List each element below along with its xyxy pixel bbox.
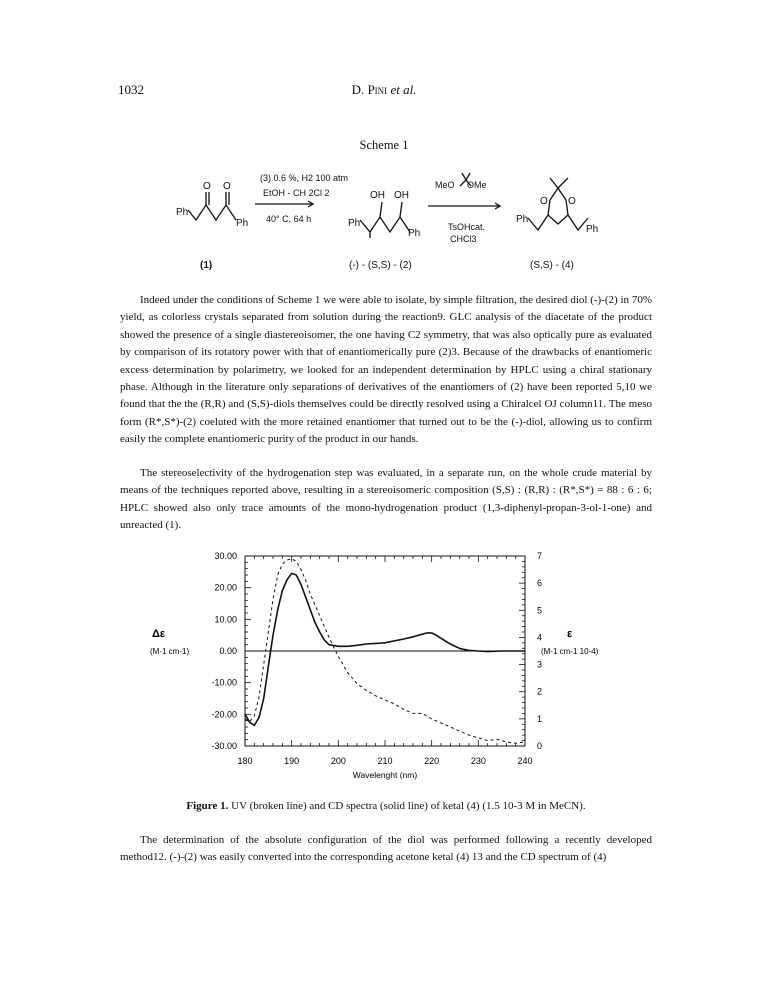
x-tick-label: 210 <box>377 756 393 766</box>
compound-4-label: (S,S) - (4) <box>530 260 574 271</box>
running-title-author: D. Pini <box>351 82 388 97</box>
x-tick-label: 180 <box>237 756 253 766</box>
y-left-tick-label: -20.00 <box>211 709 237 720</box>
y-right-tick-label: 7 <box>537 551 543 561</box>
o-label: O <box>540 196 548 207</box>
y-right-tick-label: 3 <box>537 659 543 670</box>
y-left-axis-label: Δε <box>152 628 166 640</box>
y-left-tick-label: 10.00 <box>214 614 237 625</box>
step1-conditions: 40° C, 64 h <box>266 214 312 224</box>
paragraph-2: The stereoselectivity of the hydrogenation step was evaluated, in a separate run, on the whole crude material by means of the techniques reported above, resulting in a stereoisomeric composition (S,S) : (R,R) : (R*,S*) = 88 : 6 : 6; HPLC showed also only trace amounts of the mono-hydrogenation product (1,3-diphenyl-propan-3-ol-1-one) and unreacted (1). <box>120 467 652 532</box>
x-axis-label: Wavelenght (nm) <box>352 770 418 780</box>
x-tick-label: 200 <box>330 756 346 766</box>
figure-1-chart <box>150 540 610 790</box>
running-title <box>0 82 768 98</box>
figure-caption <box>120 800 652 812</box>
y-left-tick-label: -30.00 <box>211 741 237 751</box>
y-right-tick-label: 0 <box>537 741 543 751</box>
o-label: O <box>203 181 211 192</box>
y-right-tick-label: 4 <box>537 632 543 643</box>
step1-reagents: (3) 0.6 %, H2 100 atm <box>260 173 349 183</box>
y-right-tick-label: 5 <box>537 605 543 616</box>
compound-2-label: (-) - (S,S) - (2) <box>349 260 412 271</box>
ph-label: Ph <box>348 218 361 229</box>
y-left-tick-label: -10.00 <box>211 677 237 688</box>
compound-1-label: (1) <box>200 260 213 271</box>
o-label: O <box>568 196 576 207</box>
x-tick-label: 240 <box>517 756 533 766</box>
ph-label: Ph <box>516 214 529 225</box>
scheme-title: Scheme 1 <box>359 138 409 152</box>
y-left-axis-units: (M-1 cm-1) <box>150 647 190 656</box>
diol-skeleton <box>360 217 410 232</box>
running-title-suffix: et al. <box>390 82 417 97</box>
o-label: O <box>223 181 231 192</box>
ketal-skeleton <box>528 215 588 230</box>
ph-label: Ph <box>408 228 421 239</box>
x-tick-label: 230 <box>470 756 486 766</box>
step2-solvent: CHCl3 <box>450 234 477 244</box>
page-number: 1032 <box>118 82 144 97</box>
ph-label: Ph <box>586 224 599 235</box>
y-right-axis-label: ε <box>567 628 573 640</box>
y-right-tick-label: 6 <box>537 578 543 589</box>
y-right-tick-label: 1 <box>537 713 543 724</box>
step2-reagent: MeO OMe <box>435 180 487 190</box>
x-tick-label: 220 <box>424 756 440 766</box>
oh-label: OH <box>394 190 409 201</box>
y-left-tick-label: 20.00 <box>214 582 237 593</box>
step1-solvent: EtOH - CH 2Cl 2 <box>263 188 330 198</box>
y-right-axis-units: (M-1 cm-1 10-4) <box>541 647 599 656</box>
cd-series-line <box>245 573 525 725</box>
ph-label: Ph <box>236 218 249 229</box>
y-right-tick-label: 2 <box>537 686 543 697</box>
step2-catalyst: TsOHcat. <box>448 222 486 232</box>
caption-text: UV (broken line) and CD spectra (solid line) of ketal (4) (1.5 10-3 M in MeCN). <box>228 800 586 812</box>
paragraph-3: The determination of the absolute configuration of the diol was performed following a recently developed method12. (-)-(2) was easily converted into the corresponding acetone ketal (4) 13 and the CD spectrum of (4) <box>120 834 652 864</box>
y-left-tick-label: 0.00 <box>219 646 237 656</box>
diketone-skeleton <box>188 205 236 220</box>
oh-label: OH <box>370 190 385 201</box>
ph-label: Ph <box>176 207 189 218</box>
y-left-tick-label: 30.00 <box>214 551 237 561</box>
caption-label: Figure 1. <box>186 800 229 812</box>
paragraph-1: Indeed under the conditions of Scheme 1 we were able to isolate, by simple filtration, the desired diol (-)-(2) in 70% yield, as colorless crystals separated from solution during the reaction9. GLC analysis of the diacetate of the product showed the presence of a single diastereoisomer, the one having C2 symmetry, that was also optically pure as evaluated by comparison of its rotatory power with that of enantiomerically pure (2)3. Because of the drawbacks of enantiomeric excess determination by polarimetry, we looked for an independent determination by HPLC using a chiral stationary phase. Although in the literature only separations of derivatives of the enantiomers of (2) have been reported 5,10 we found that the the (R,R) and (S,S)-diols themselves could be directly resolved using a Chiralcel OJ column11. The meso form (R*,S*)-(2) coeluted with the more retained enantiomer that turned out to be the (-)-diol, allowing us to confirm easily the complete enantiomeric purity of the product in our hands. <box>120 294 652 446</box>
x-tick-label: 190 <box>284 756 300 766</box>
scheme-diagram <box>160 160 620 278</box>
